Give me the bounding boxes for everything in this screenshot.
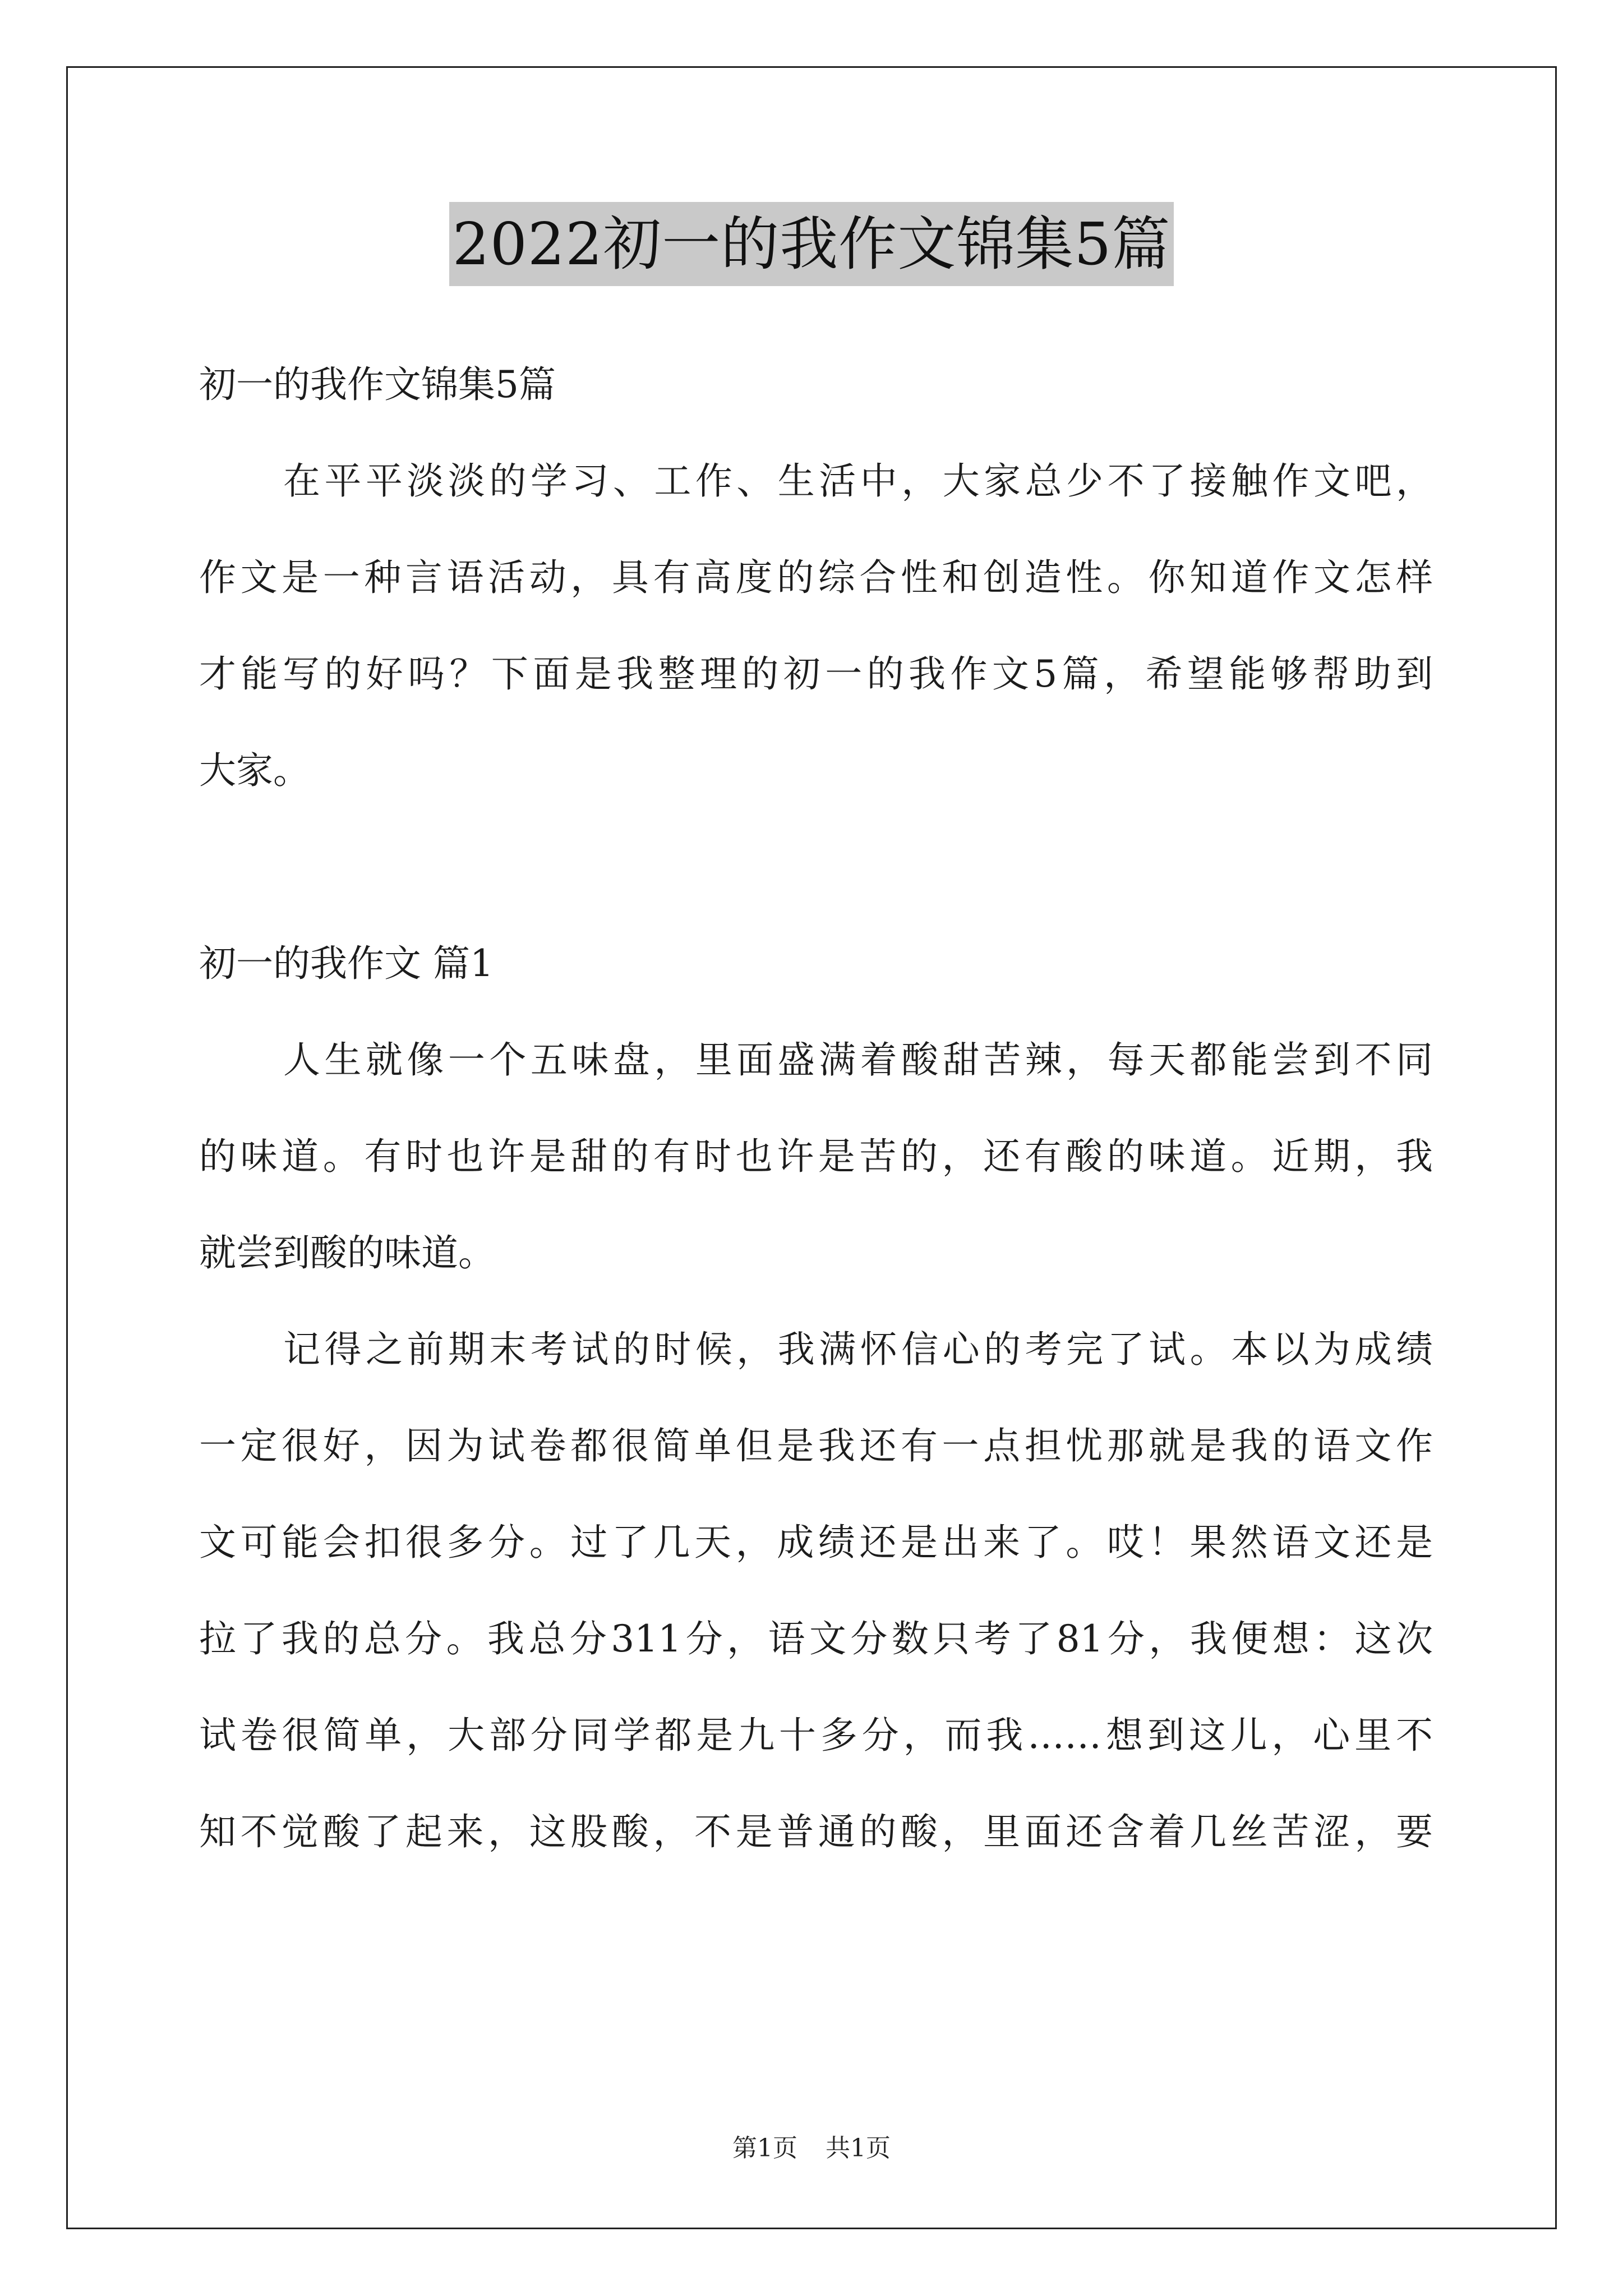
intro-line: 在平平淡淡的学习、工作、生活中，大家总少不了接触作文吧，: [283, 459, 1433, 503]
intro-line: 大家。: [199, 749, 310, 792]
paragraph-line: 一定很好，因为试卷都很简单但是我还有一点担忧那就是我的语文作: [199, 1424, 1433, 1467]
page-number: 第1页: [732, 2134, 797, 2162]
paragraph-line: 试卷很简单，大部分同学都是九十多分，而我……想到这儿，心里不: [199, 1714, 1433, 1757]
paragraph-line: 文可能会扣很多分。过了几天，成绩还是出来了。哎！果然语文还是: [199, 1521, 1433, 1564]
document-body: [199, 337, 1433, 1880]
paragraph-line: 就尝到酸的味道。: [199, 1231, 495, 1274]
paragraph-line: 拉了我的总分。我总分311分，语文分数只考了81分，我便想：这次: [199, 1617, 1433, 1660]
paragraph-line: 人生就像一个五味盘，里面盛满着酸甜苦辣，每天都能尝到不同: [283, 1038, 1433, 1082]
intro-line: 作文是一种言语活动，具有高度的综合性和创造性。你知道作文怎样: [199, 556, 1433, 599]
document-subtitle: 初一的我作文锦集5篇: [199, 363, 556, 406]
document-title: 2022初一的我作文锦集5篇: [449, 202, 1174, 286]
section-heading: 初一的我作文 篇1: [199, 942, 494, 985]
paragraph-gap: [199, 819, 1433, 915]
paragraph-line: 的味道。有时也许是甜的有时也许是苦的，还有酸的味道。近期，我: [199, 1135, 1433, 1178]
page-footer: [0, 2132, 1623, 2165]
paragraph-line: 知不觉酸了起来，这股酸，不是普通的酸，里面还含着几丝苦涩，要: [199, 1810, 1433, 1853]
intro-line: 才能写的好吗？下面是我整理的初一的我作文5篇，希望能够帮助到: [199, 652, 1433, 696]
title-container: [0, 202, 1623, 286]
page-total: 共1页: [826, 2134, 891, 2162]
paragraph-line: 记得之前期末考试的时候，我满怀信心的考完了试。本以为成绩: [283, 1328, 1433, 1371]
